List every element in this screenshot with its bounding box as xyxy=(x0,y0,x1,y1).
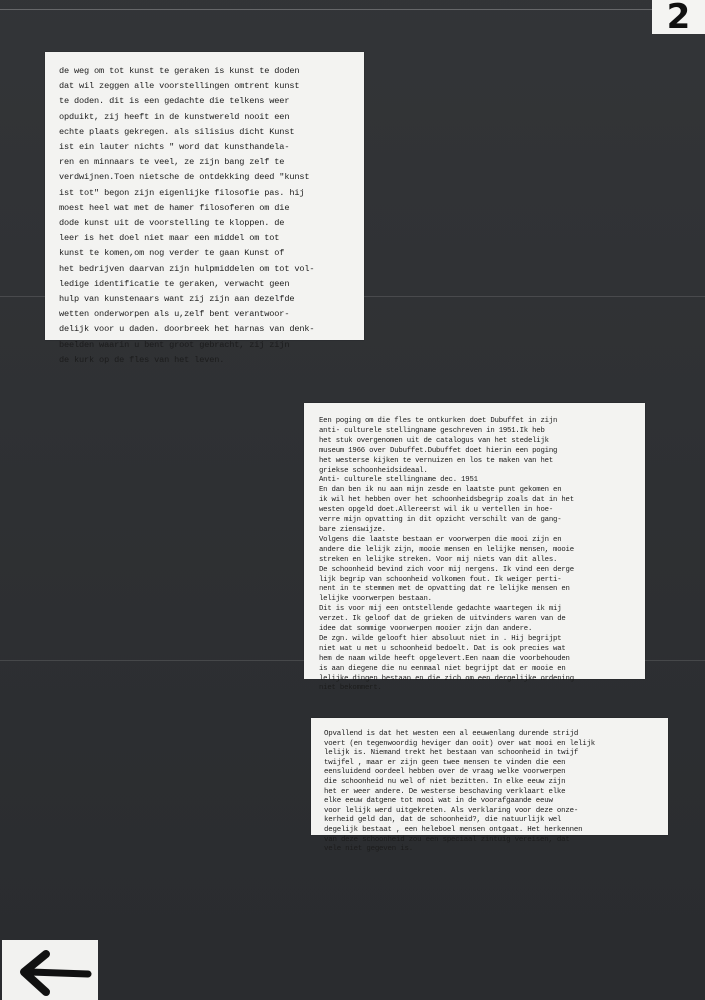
typed-note-1 xyxy=(45,52,364,365)
typed-note-text: Een poging om die fles te ontkurken doet Dubuffet in zijn anti- culturele stellingname geschreven in 1951.Ik heb het stuk overgenomen uit de catalogus van het stedelijk museum 1966 over Dubuffet.Dubuffet doet hierin een poging het westerse kijken te vernuizen en los te maken van het griekse schoonheidsideaal. Anti- culturele stellingname dec. 1951 En dan ben ik nu aan mijn zesde en laatste punt gekomen en ik wil het hebben over het schoonheidsbegrip zoals dat in het westen opgeld doet.Allereerst wil ik u vertellen in hoe- verre mijn opvatting in dit opzicht verschilt van de gang- bare zienswijze. Volgens die laatste bestaan er voorwerpen die mooi zijn en andere die lelijk zijn, mooie mensen en lelijke mensen, mooie streken en lelijke streken. Voor mij niets van dit alles. De schoonheid bevind zich voor mij nergens. Ik vind een derge lijk begrip van schoonheid volkomen fout. Ik weiger perti- nent in te stemmen met de opvatting dat re lelijke mensen en lelijke voorwerpen bestaan. Dit is voor mij een ontstellende gedachte waartegen ik mij verzet. Ik geloof dat de grieken de uitvinders waren van de idee dat sommige voorwerpen mooier zijn dan andere. De zgn. wilde gelooft hier absoluut niet in . Hij begrijpt niet wat u met u schoonheid bedoelt. Dat is ook precies wat hem de naam wilde heeft opgelevert.Een naam die voorbehouden is aan diegene die nu eenmaal niet begrijpt dat er mooie en lelijke dingen bestaan en die zich om een dergelijke ordening niet bekommert. xyxy=(319,417,574,693)
typed-note-3 xyxy=(311,718,668,854)
top-fold-line xyxy=(0,9,705,10)
typed-note-2 xyxy=(304,403,645,693)
typed-note-text: Opvallend is dat het westen een al eeuwenlang durende strijd voert (en tegenwoordig heviger dan ooit) over wat mooi en lelijk lelijk is. Niemand trekt het bestaan van schoonheid in twijf twijfel , maar er zijn geen twee mensen te vinden die een eensluidend oordeel hebben over de vraag welke voorwerpen die schoonheid nu wel of niet bezitten. In elke eeuw zijn het er weer andere. De westerse beschaving verklaart elke elke eeuw datgene tot mooi wat in de voorafgaande eeuw voor lelijk werd uitgekreten. Als verklaring voor deze onze- kerheid geld dan, dat de schoonheid?, die natuurlijk wel degelijk bestaat , een heleboel mensen ontgaat. Het herkennen van deze schoonheid zou een speciaal zintuig vereisen, dat vele niet gegeven is. xyxy=(324,730,596,854)
left-arrow-icon xyxy=(2,940,98,1000)
back-arrow-card[interactable] xyxy=(2,940,98,1000)
typed-note-text: de weg om tot kunst te geraken is kunst te doden dat wil zeggen alle voorstellingen omtrent kunst te doden. dit is een gedachte die telkens weer opduikt, zij heeft in de kunstwereld nooit een echte plaats gekregen. als silisius dicht Kunst ist ein lauter nichts " word dat kunsthandela- ren en minnaars te veel, ze zijn bang zelf te verdwijnen.Toen nietsche de ontdekking deed "kunst ist tot" begon zijn eigenlijke filosofie pas. hij moest heel wat met de hamer filosoferen om die dode kunst uit de voorstelling te kloppen. de leer is het doel niet maar een middel om tot kunst te komen,om nog verder te gaan Kunst of het bedrijven daarvan zijn hulpmiddelen om tot vol- ledige identificatie te geraken, verwacht geen hulp van kunstenaars want zij zijn aan dezelfde wetten onderworpen als u,zelf bent verantwoor- delijk voor u daden. doorbreek het harnas van denk- beelden waarin u bent groot gebracht, zij zijn de kurk op de fles van het leven. xyxy=(59,66,315,365)
page-number: 2 xyxy=(652,0,705,34)
